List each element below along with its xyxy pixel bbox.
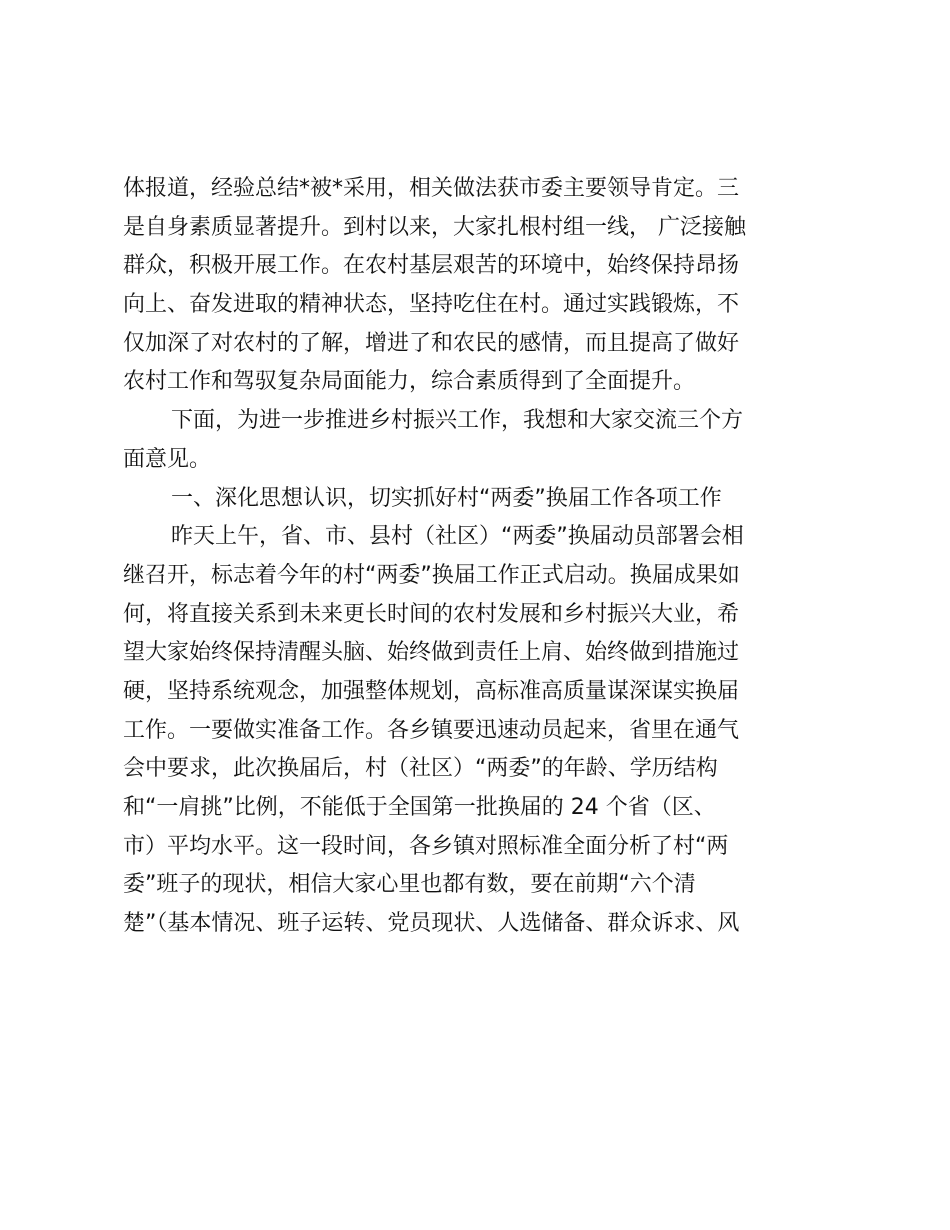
paragraph-line: 硬，坚持系统观念，加强整体规划，高标准高质量谋深谋实换届 xyxy=(123,678,740,704)
paragraph-line: 继召开，标志着今年的村“两委”换届工作正式启动。换届成果如 xyxy=(123,562,740,588)
paragraph-line: 群众，积极开展工作。在农村基层艰苦的环境中，始终保持昂扬 xyxy=(123,253,740,279)
paragraph-line: 仅加深了对农村的了解，增进了和农民的感情，而且提高了做好 xyxy=(123,330,740,356)
paragraph-line: 和“一肩挑”比例，不能低于全国第一批换届的 24 个省（区、 xyxy=(123,795,716,820)
paragraph-line: 会中要求，此次换届后，村（社区）“两委”的年龄、学历结构 xyxy=(123,756,718,782)
paragraph-line: 委”班子的现状，相信大家心里也都有数，要在前期“六个清 xyxy=(123,872,696,898)
paragraph-line: 何，将直接关系到未来更长时间的农村发展和乡村振兴大业，希 xyxy=(123,601,740,627)
paragraph-line: 市）平均水平。这一段时间，各乡镇对照标准全面分析了村“两 xyxy=(123,833,729,859)
paragraph-line: 工作。一要做实准备工作。各乡镇要迅速动员起来，省里在通气 xyxy=(123,717,740,743)
paragraph-line: 楚”（基本情况、班子运转、党员现状、人选储备、群众诉求、风 xyxy=(123,911,740,937)
paragraph-line: 下面，为进一步推进乡村振兴工作，我想和大家交流三个方 xyxy=(171,408,744,434)
paragraph-line: 体报道，经验总结*被*采用，相关做法获市委主要领导肯定。三 xyxy=(123,176,740,201)
paragraph-line: 农村工作和驾驭复杂局面能力，综合素质得到了全面提升。 xyxy=(123,369,696,395)
paragraph-line: 望大家始终保持清醒头脑、始终做到责任上肩、始终做到措施过 xyxy=(123,640,740,666)
document-body xyxy=(123,170,835,944)
paragraph-line: 向上、奋发进取的精神状态，坚持吃住在村。通过实践锻炼，不 xyxy=(123,292,740,318)
paragraph-line: 是自身素质显著提升。到村以来，大家扎根村组一线， 广泛接触 xyxy=(123,214,746,240)
paragraph-line: 昨天上午，省、市、县村（社区）“两委”换届动员部署会相 xyxy=(171,524,744,550)
paragraph-line: 面意见。 xyxy=(123,446,212,472)
section-heading: 一、深化思想认识，切实抓好村“两委”换届工作各项工作 xyxy=(171,485,722,511)
